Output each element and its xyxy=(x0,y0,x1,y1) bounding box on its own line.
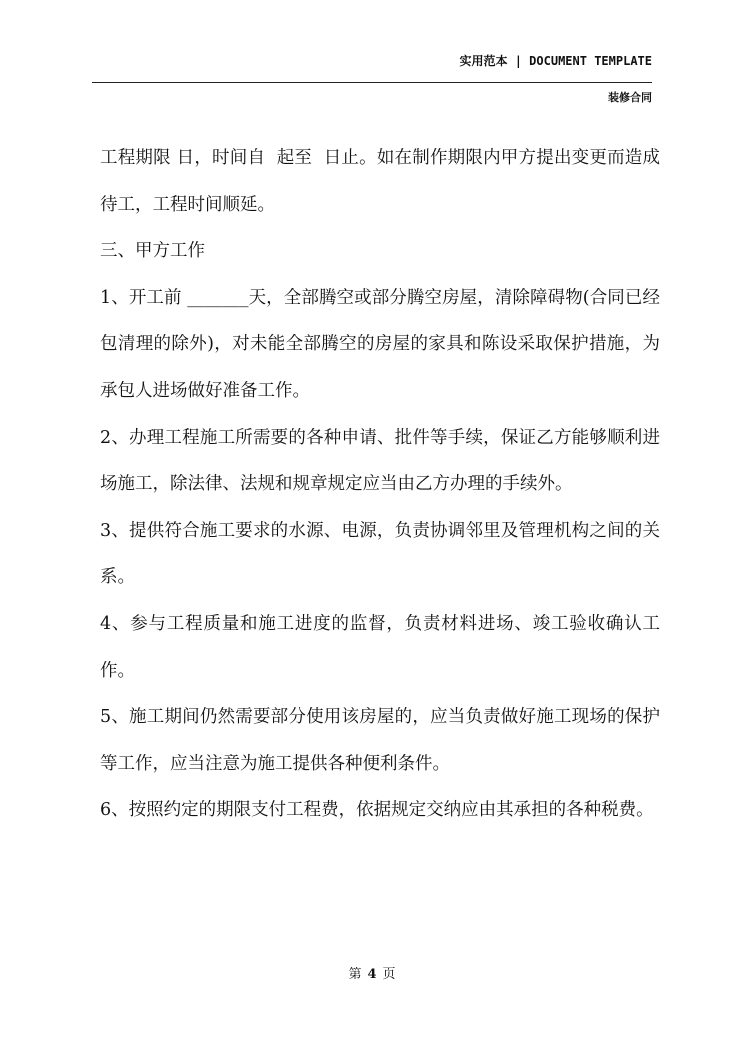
paragraph-item-5: 5、施工期间仍然需要部分使用该房屋的，应当负责做好施工现场的保护等工作，应当注意为施工提供各种便利条件。 xyxy=(100,707,660,774)
page-label-prefix: 第 xyxy=(348,967,362,982)
header-title: 实用范本 | DOCUMENT TEMPLATE xyxy=(459,54,652,68)
header-divider xyxy=(92,82,652,83)
page-label-suffix: 页 xyxy=(382,967,396,982)
section-heading: 三、甲方工作 xyxy=(100,241,205,262)
paragraph-item-4: 4、参与工程质量和施工进度的监督，负责材料进场、竣工验收确认工作。 xyxy=(100,613,660,681)
page-footer xyxy=(0,963,744,982)
page-number: 4 xyxy=(367,967,377,982)
paragraph-schedule: 工程期限 日，时间自 起至 日止。如在制作期限内甲方提出变更而造成待工，工程时间顺延。 xyxy=(100,148,660,215)
paragraph-item-2: 2、办理工程施工所需要的各种申请、批件等手续，保证乙方能够顺利进场施工，除法律、法规和规章规定应当由乙方办理的手续外。 xyxy=(100,427,660,495)
paragraph-item-1: 1、开工前 _______天，全部腾空或部分腾空房屋，清除障碍物(合同已经包清理的除外)，对未能全部腾空的房屋的家具和陈设采取保护措施，为承包人进场做好准备工作。 xyxy=(100,287,660,401)
paragraph-item-3: 3、提供符合施工要求的水源、电源，负责协调邻里及管理机构之间的关系。 xyxy=(100,520,660,588)
document-body xyxy=(100,135,660,834)
paragraph-item-6: 6、按照约定的期限支付工程费，依据规定交纳应由其承担的各种税费。 xyxy=(100,800,654,821)
header-subtitle: 装修合同 xyxy=(608,91,652,104)
